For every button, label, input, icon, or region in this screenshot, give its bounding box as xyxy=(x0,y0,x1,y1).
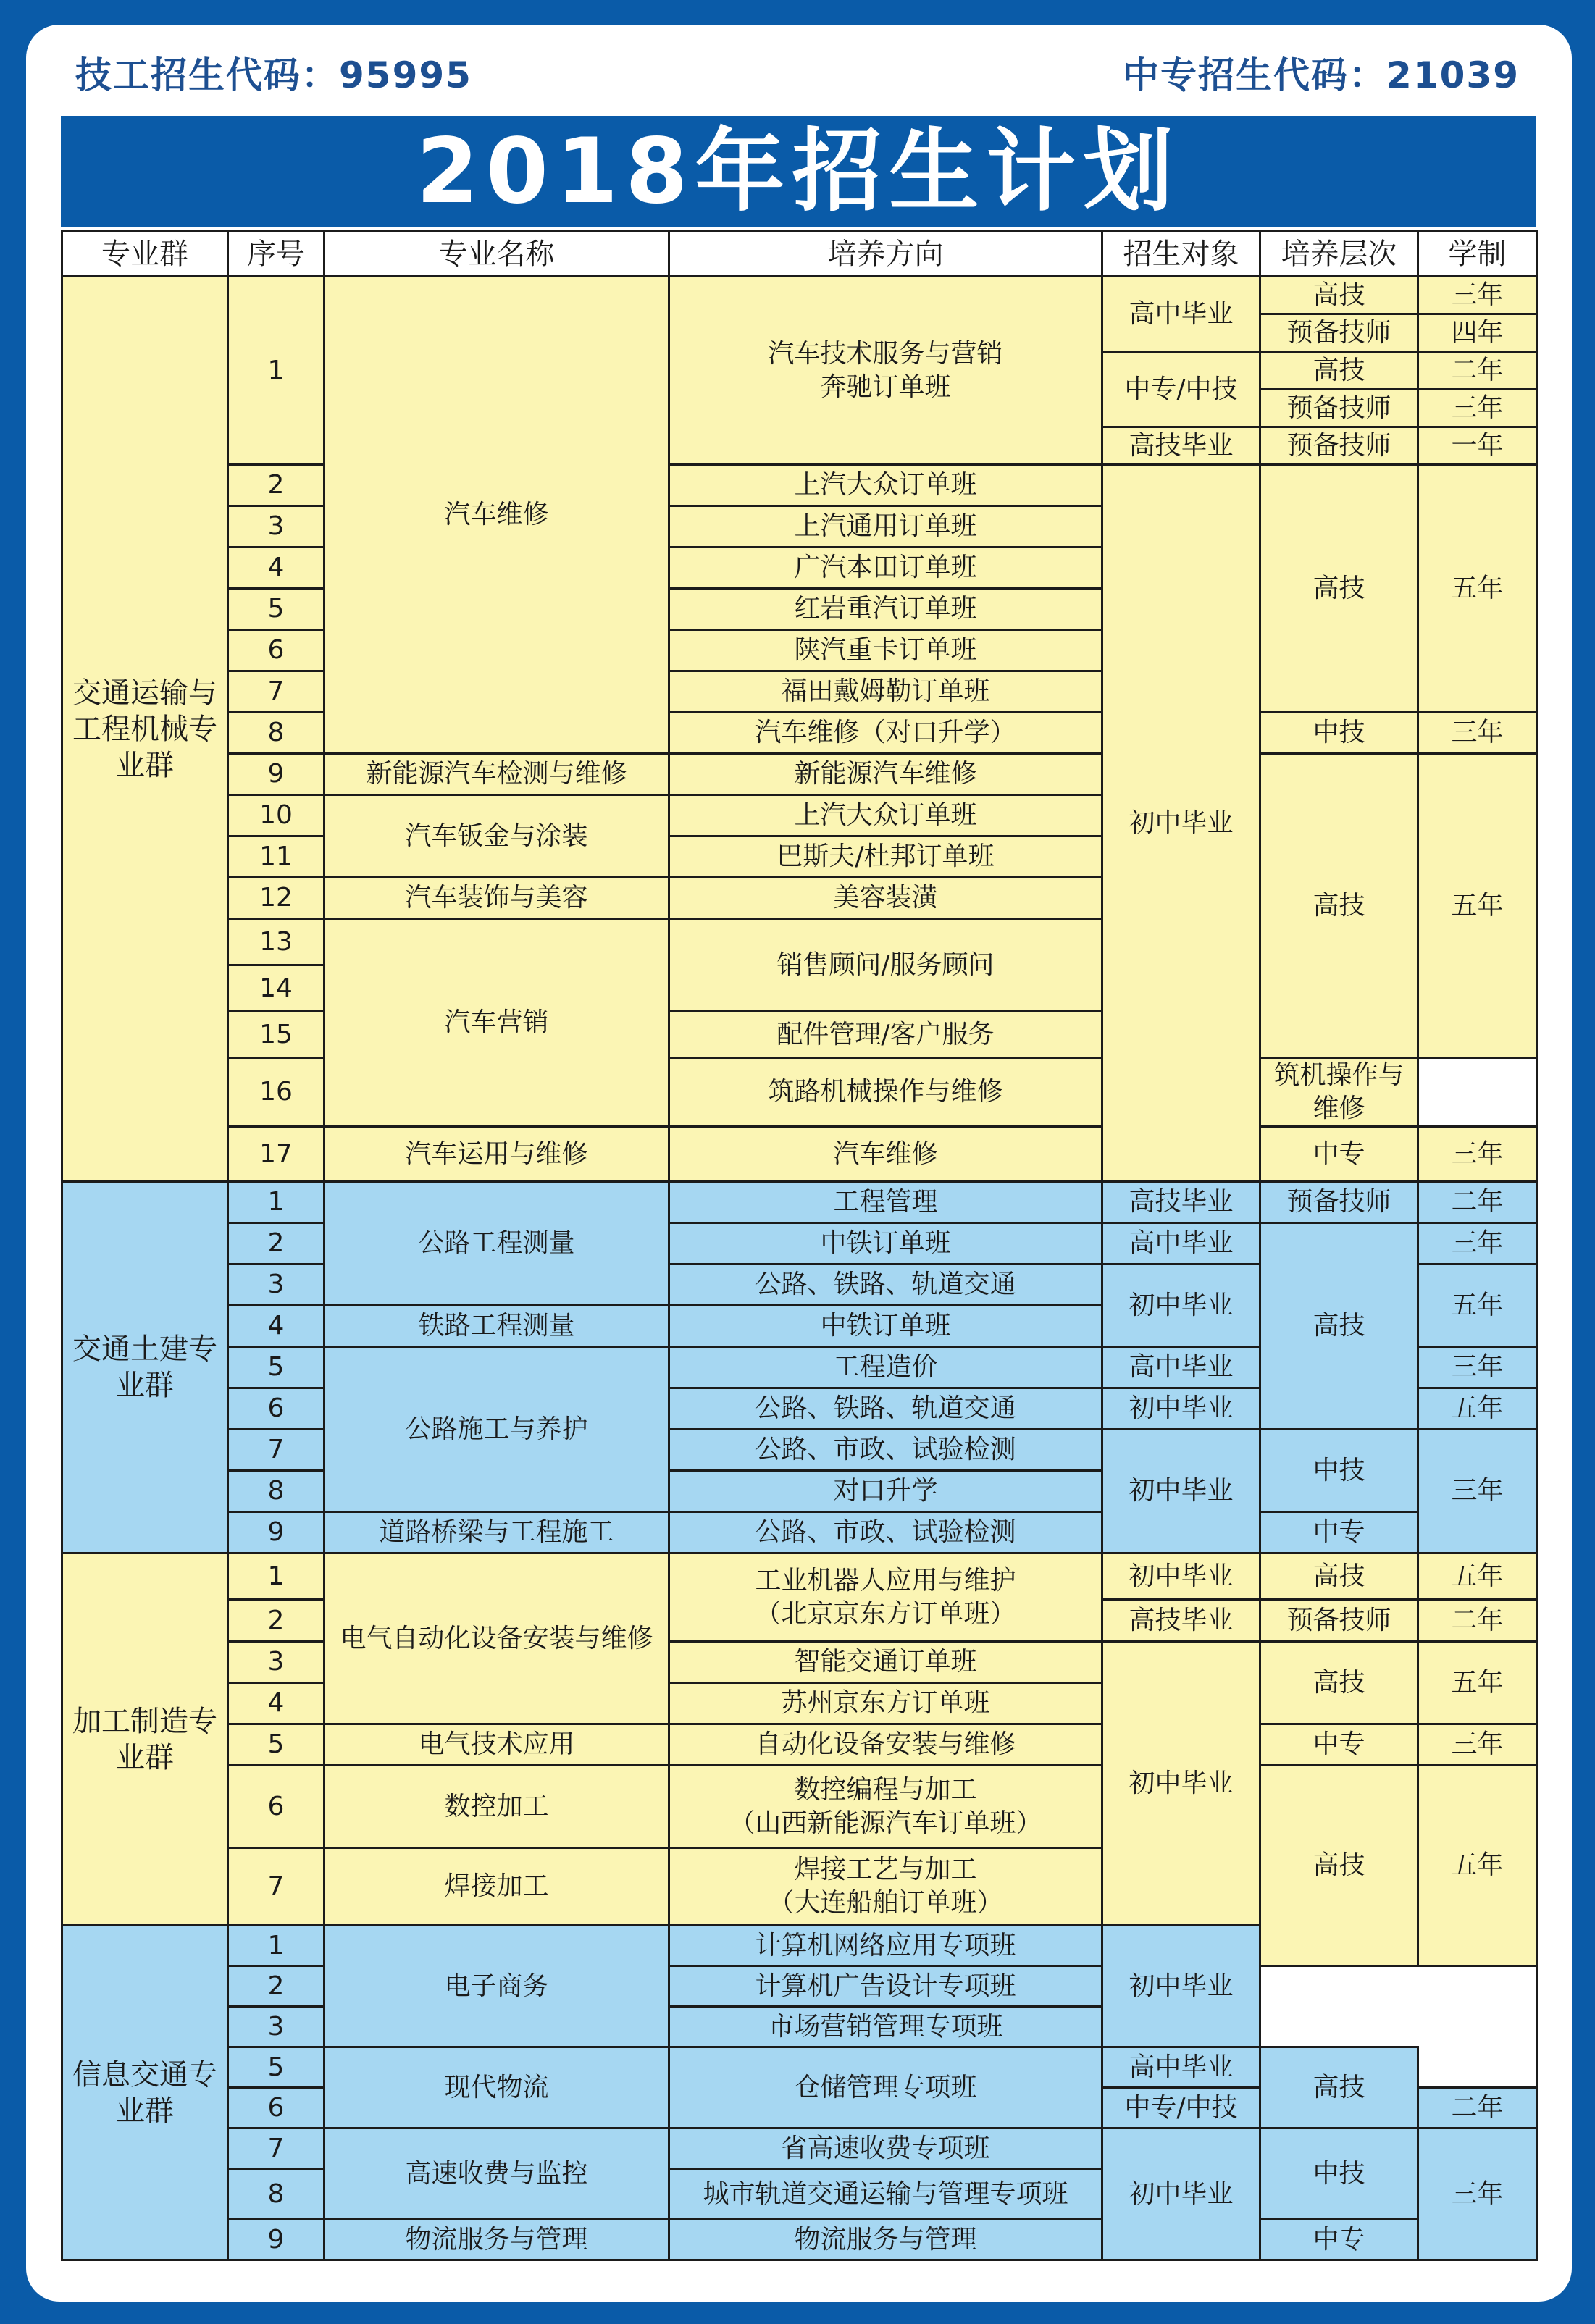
seq-cell: 11 xyxy=(228,836,325,878)
direction-cell: 中铁订单班 xyxy=(669,1306,1102,1347)
seq-cell: 3 xyxy=(228,506,325,548)
table-row xyxy=(62,465,1537,506)
direction-cell: 对口升学 xyxy=(669,1471,1102,1512)
level-cell: 高技 xyxy=(1260,754,1418,1058)
level-cell: 中专 xyxy=(1260,1512,1418,1553)
header-cell: 招生对象 xyxy=(1102,232,1260,277)
seq-cell: 9 xyxy=(228,2220,325,2260)
years-cell: 三年 xyxy=(1418,2128,1537,2260)
direction-cell: 福田戴姆勒订单班 xyxy=(669,671,1102,713)
major-cell: 汽车营销 xyxy=(325,919,669,1127)
direction-cell: 配件管理/客户服务 xyxy=(669,1012,1102,1058)
direction-cell: 自动化设备安装与维修 xyxy=(669,1724,1102,1766)
seq-cell: 6 xyxy=(228,630,325,671)
direction-cell: 公路、市政、试验检测 xyxy=(669,1512,1102,1553)
level-cell: 高技 xyxy=(1260,1553,1418,1600)
level-cell: 中技 xyxy=(1260,713,1418,754)
direction-cell: 物流服务与管理 xyxy=(669,2220,1102,2260)
years-cell: 五年 xyxy=(1418,1642,1537,1724)
years-cell: 五年 xyxy=(1418,1553,1537,1600)
major-cell: 高速收费与监控 xyxy=(325,2128,669,2220)
seq-cell: 5 xyxy=(228,1724,325,1766)
direction-cell: 仓储管理专项班 xyxy=(669,2047,1102,2128)
target-cell: 高中毕业 xyxy=(1102,1347,1260,1388)
group-name-cell: 加工制造专业群 xyxy=(62,1553,228,1926)
direction-cell: 数控编程与加工 （山西新能源汽车订单班） xyxy=(669,1766,1102,1848)
group-name-cell: 交通运输与工程机械专业群 xyxy=(62,277,228,1182)
header-cell: 专业群 xyxy=(62,232,228,277)
years-cell: 三年 xyxy=(1418,1430,1537,1553)
seq-cell: 3 xyxy=(228,1642,325,1683)
seq-cell: 4 xyxy=(228,1306,325,1347)
header-cell: 培养层次 xyxy=(1260,232,1418,277)
major-cell: 电气自动化设备安装与维修 xyxy=(325,1553,669,1724)
seq-cell: 2 xyxy=(228,1966,325,2007)
target-cell: 高技毕业 xyxy=(1102,427,1260,465)
direction-cell: 工程管理 xyxy=(669,1182,1102,1223)
direction-cell: 美容装潢 xyxy=(669,878,1102,919)
seq-cell: 16 xyxy=(228,1058,325,1127)
level-cell: 中技 xyxy=(1260,1430,1418,1512)
years-cell: 二年 xyxy=(1418,1600,1537,1642)
seq-cell: 14 xyxy=(228,965,325,1012)
seq-cell: 2 xyxy=(228,1223,325,1264)
seq-cell: 3 xyxy=(228,1264,325,1306)
years-cell: 三年 xyxy=(1418,713,1537,754)
seq-cell: 7 xyxy=(228,1430,325,1471)
direction-cell: 公路、市政、试验检测 xyxy=(669,1430,1102,1471)
years-cell: 五年 xyxy=(1418,1388,1537,1430)
target-cell: 初中毕业 xyxy=(1102,2128,1260,2260)
seq-cell: 7 xyxy=(228,1848,325,1926)
years-cell: 三年 xyxy=(1418,1347,1537,1388)
seq-cell: 1 xyxy=(228,1553,325,1600)
direction-cell: 广汽本田订单班 xyxy=(669,548,1102,589)
table-row xyxy=(62,1553,1537,1600)
header-cell: 专业名称 xyxy=(325,232,669,277)
direction-cell: 上汽通用订单班 xyxy=(669,506,1102,548)
table-row xyxy=(62,1430,1537,1471)
level-cell: 预备技师 xyxy=(1260,314,1418,352)
group-name-cell: 信息交通专业群 xyxy=(62,1926,228,2260)
table-row xyxy=(62,277,1537,314)
years-cell: 三年 xyxy=(1418,1223,1537,1264)
seq-cell: 5 xyxy=(228,1347,325,1388)
major-cell: 新能源汽车检测与维修 xyxy=(325,754,669,795)
seq-cell: 10 xyxy=(228,795,325,836)
direction-cell: 中铁订单班 xyxy=(669,1223,1102,1264)
direction-cell: 计算机网络应用专项班 xyxy=(669,1926,1102,1966)
direction-cell: 智能交通订单班 xyxy=(669,1642,1102,1683)
years-cell: 三年 xyxy=(1418,1724,1537,1766)
seq-cell: 3 xyxy=(228,2007,325,2047)
seq-cell: 17 xyxy=(228,1127,325,1182)
target-cell: 高中毕业 xyxy=(1102,1223,1260,1264)
direction-cell: 工业机器人应用与维护 （北京京东方订单班） xyxy=(669,1553,1102,1642)
direction-cell: 红岩重汽订单班 xyxy=(669,589,1102,630)
table-row xyxy=(62,1642,1537,1683)
years-cell: 五年 xyxy=(1418,1264,1537,1347)
direction-cell: 苏州京东方订单班 xyxy=(669,1683,1102,1724)
table-row xyxy=(62,1127,1537,1182)
direction-cell: 城市轨道交通运输与管理专项班 xyxy=(669,2169,1102,2220)
table-row xyxy=(62,713,1537,754)
level-cell: 预备技师 xyxy=(1260,1182,1418,1223)
table-row xyxy=(62,1223,1537,1264)
seq-cell: 7 xyxy=(228,671,325,713)
years-cell: 二年 xyxy=(1418,352,1537,390)
years-cell: 五年 xyxy=(1418,1766,1537,1966)
level-cell: 高技 xyxy=(1260,1642,1418,1724)
seq-cell: 1 xyxy=(228,1926,325,1966)
target-cell: 高中毕业 xyxy=(1102,277,1260,352)
table-row xyxy=(62,1512,1537,1553)
target-cell: 初中毕业 xyxy=(1102,1430,1260,1553)
level-cell: 预备技师 xyxy=(1260,427,1418,465)
target-cell: 高中毕业 xyxy=(1102,2047,1260,2088)
direction-cell: 巴斯夫/杜邦订单班 xyxy=(669,836,1102,878)
level-cell: 高技 xyxy=(1260,352,1418,390)
direction-cell: 上汽大众订单班 xyxy=(669,795,1102,836)
years-cell: 三年 xyxy=(1418,1127,1537,1182)
seq-cell: 5 xyxy=(228,2047,325,2088)
level-cell: 中专 xyxy=(1260,2220,1418,2260)
level-cell: 预备技师 xyxy=(1260,390,1418,427)
target-cell: 初中毕业 xyxy=(1102,1264,1260,1347)
seq-cell: 5 xyxy=(228,589,325,630)
level-cell: 中专 xyxy=(1260,1724,1418,1766)
direction-cell: 销售顾问/服务顾问 xyxy=(669,919,1102,1012)
target-cell: 高技毕业 xyxy=(1102,1600,1260,1642)
seq-cell: 12 xyxy=(228,878,325,919)
seq-cell: 7 xyxy=(228,2128,325,2169)
years-cell: 四年 xyxy=(1418,314,1537,352)
seq-cell: 6 xyxy=(228,1388,325,1430)
group-name-cell: 交通土建专业群 xyxy=(62,1182,228,1553)
direction-cell: 汽车维修（对口升学） xyxy=(669,713,1102,754)
seq-cell: 9 xyxy=(228,754,325,795)
years-cell: 二年 xyxy=(1418,1182,1537,1223)
level-cell: 高技 xyxy=(1260,2047,1418,2128)
seq-cell: 8 xyxy=(228,1471,325,1512)
direction-cell: 公路、铁路、轨道交通 xyxy=(669,1264,1102,1306)
major-cell: 数控加工 xyxy=(325,1766,669,1848)
direction-cell: 新能源汽车维修 xyxy=(669,754,1102,795)
years-cell: 三年 xyxy=(1418,390,1537,427)
table-row xyxy=(62,2220,1537,2260)
major-cell: 汽车运用与维修 xyxy=(325,1127,669,1182)
seq-cell: 4 xyxy=(228,548,325,589)
target-cell: 中专/中技 xyxy=(1102,2088,1260,2128)
major-cell: 道路桥梁与工程施工 xyxy=(325,1512,669,1553)
table-row xyxy=(62,1766,1537,1807)
level-cell: 高技 xyxy=(1260,465,1418,713)
level-cell: 预备技师 xyxy=(1260,1600,1418,1642)
major-cell: 电气技术应用 xyxy=(325,1724,669,1766)
direction-cell: 市场营销管理专项班 xyxy=(669,2007,1102,2047)
direction-cell: 上汽大众订单班 xyxy=(669,465,1102,506)
level-cell: 高技 xyxy=(1260,1223,1418,1430)
enrollment-table xyxy=(61,230,1538,2261)
years-cell: 五年 xyxy=(1418,754,1537,1058)
major-cell: 筑路机械操作与维修 xyxy=(669,1058,1102,1127)
table-row xyxy=(62,2047,1537,2088)
table-row xyxy=(62,2128,1537,2169)
level-cell: 中专 xyxy=(1260,1127,1418,1182)
header-cell: 学制 xyxy=(1418,232,1537,277)
tech-school-code: 技工招生代码：95995 xyxy=(75,54,472,96)
target-cell: 初中毕业 xyxy=(1102,465,1260,1182)
direction-cell: 焊接工艺与加工 （大连船舶订单班） xyxy=(669,1848,1102,1926)
direction-cell: 工程造价 xyxy=(669,1347,1102,1388)
table-row xyxy=(62,2007,1537,2047)
table-row xyxy=(62,754,1537,795)
seq-cell: 1 xyxy=(228,1182,325,1223)
header-cell: 序号 xyxy=(228,232,325,277)
direction-cell: 汽车技术服务与营销 奔驰订单班 xyxy=(669,277,1102,465)
target-cell: 初中毕业 xyxy=(1102,1388,1260,1430)
direction-cell: 筑机操作与维修 xyxy=(1260,1058,1418,1127)
target-cell: 初中毕业 xyxy=(1102,1553,1260,1600)
seq-cell: 4 xyxy=(228,1683,325,1724)
seq-cell: 2 xyxy=(228,465,325,506)
direction-cell: 陕汽重卡订单班 xyxy=(669,630,1102,671)
years-cell: 五年 xyxy=(1418,465,1537,713)
table-row xyxy=(62,1058,1537,1127)
header-cell: 培养方向 xyxy=(669,232,1102,277)
direction-cell: 计算机广告设计专项班 xyxy=(669,1966,1102,2007)
table-row xyxy=(62,1724,1537,1766)
direction-cell: 公路、铁路、轨道交通 xyxy=(669,1388,1102,1430)
seq-cell: 8 xyxy=(228,713,325,754)
secondary-school-code: 中专招生代码：21039 xyxy=(1123,54,1520,96)
years-cell: 二年 xyxy=(1418,2088,1537,2128)
direction-cell: 汽车维修 xyxy=(669,1127,1102,1182)
target-cell: 初中毕业 xyxy=(1102,1926,1260,2047)
major-cell: 物流服务与管理 xyxy=(325,2220,669,2260)
level-cell: 中技 xyxy=(1260,2128,1418,2220)
seq-cell: 2 xyxy=(228,1600,325,1642)
table-row xyxy=(62,1182,1537,1223)
major-cell: 电子商务 xyxy=(325,1926,669,2047)
major-cell: 现代物流 xyxy=(325,2047,669,2128)
level-cell: 高技 xyxy=(1260,277,1418,314)
target-cell: 中专/中技 xyxy=(1102,352,1260,427)
major-cell: 焊接加工 xyxy=(325,1848,669,1926)
seq-cell: 1 xyxy=(228,277,325,465)
seq-cell: 9 xyxy=(228,1512,325,1553)
table-row xyxy=(62,1966,1537,2007)
major-cell: 汽车钣金与涂装 xyxy=(325,795,669,878)
years-cell: 一年 xyxy=(1418,427,1537,465)
level-cell: 高技 xyxy=(1260,1766,1418,1966)
seq-cell: 8 xyxy=(228,2169,325,2220)
years-cell: 三年 xyxy=(1418,277,1537,314)
table-header-row xyxy=(62,232,1537,277)
major-cell: 公路工程测量 xyxy=(325,1182,669,1306)
major-cell: 汽车装饰与美容 xyxy=(325,878,669,919)
seq-cell: 6 xyxy=(228,1766,325,1848)
seq-cell: 15 xyxy=(228,1012,325,1058)
target-cell: 初中毕业 xyxy=(1102,1642,1260,1926)
direction-cell: 省高速收费专项班 xyxy=(669,2128,1102,2169)
major-cell: 汽车维修 xyxy=(325,277,669,754)
seq-cell: 6 xyxy=(228,2088,325,2128)
major-cell: 公路施工与养护 xyxy=(325,1347,669,1512)
major-cell: 铁路工程测量 xyxy=(325,1306,669,1347)
target-cell: 高技毕业 xyxy=(1102,1182,1260,1223)
seq-cell: 13 xyxy=(228,919,325,965)
page-title: 2018年招生计划 xyxy=(416,119,1181,224)
